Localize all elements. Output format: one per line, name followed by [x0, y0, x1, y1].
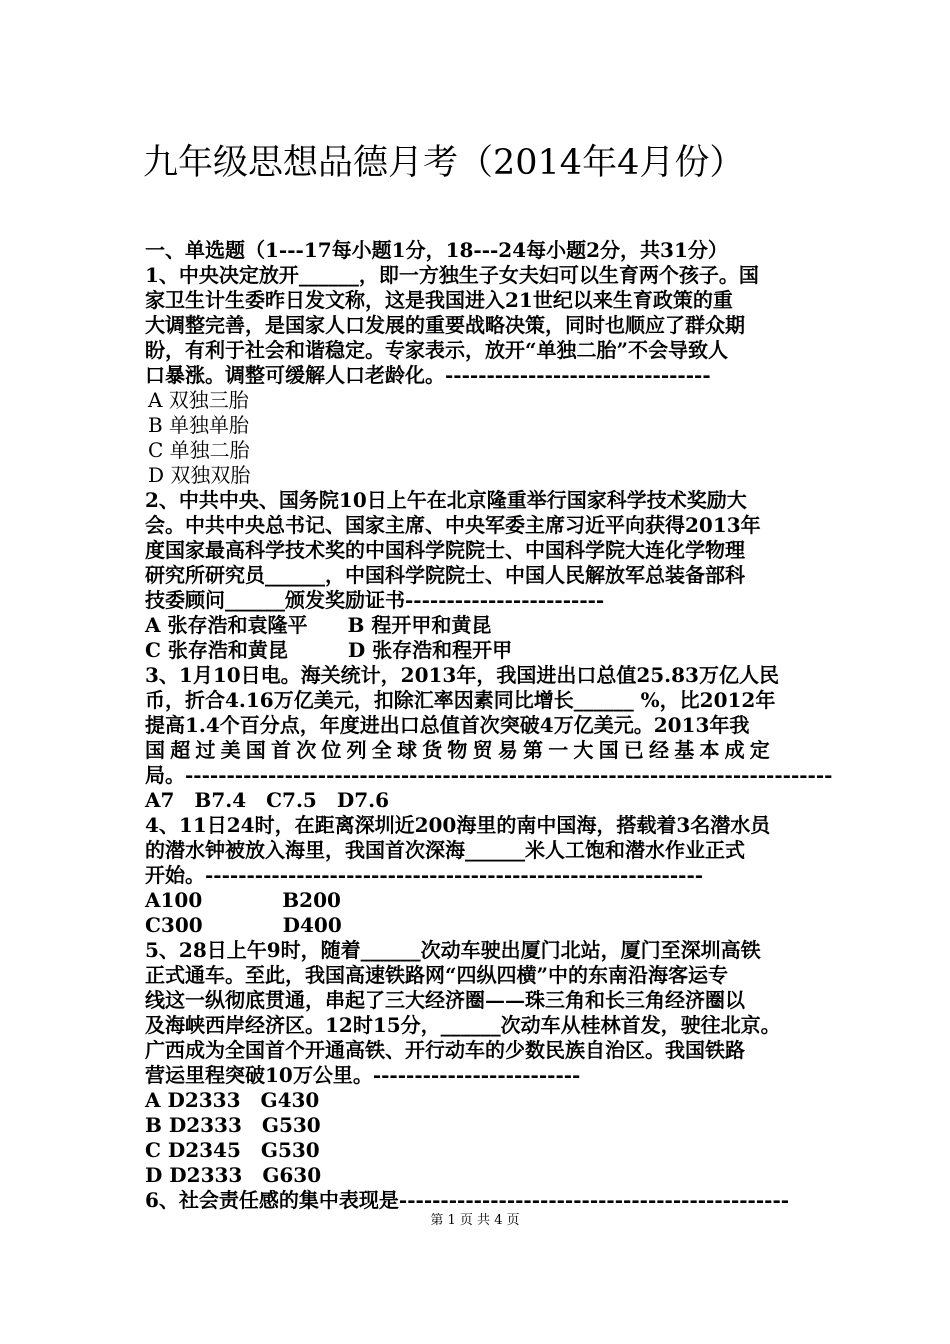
question-5-line: 营运里程突破10万公里。-------------------------	[145, 1063, 581, 1087]
question-5-line: 5、28日上午9时，随着______次动车驶出厦门北站，厦门至深圳高铁	[145, 938, 761, 962]
question-1-line: 口暴涨。调整可缓解人口老龄化。--------------------------------	[145, 363, 711, 387]
question-1-option-d: D 双独双胎	[148, 463, 251, 487]
question-3-line: 币，折合4.16万亿美元，扣除汇率因素同比增长______ %，比2012年	[145, 688, 776, 712]
question-5-line: 线这一纵彻底贯通，串起了三大经济圈——珠三角和长三角经济圈以	[145, 988, 745, 1012]
question-2-options-cd: C 张存浩和黄昆 D 张存浩和程开甲	[145, 638, 513, 662]
page-title: 九年级思想品德月考（2014年4月份）	[143, 143, 745, 183]
question-5-option-d: D D2333 G630	[145, 1163, 322, 1187]
question-1-line: 家卫生计生委昨日发文称，这是我国进入21世纪以来生育政策的重	[145, 288, 733, 312]
question-3-line: 提高1.4个百分点，年度进出口总值首次突破4万亿美元。2013年我	[145, 713, 750, 737]
question-1-option-a: A 双独三胎	[148, 388, 249, 412]
question-1-line: 1、中央决定放开______，即一方独生子女夫妇可以生育两个孩子。国	[145, 263, 759, 287]
question-5-option-a: A D2333 G430	[145, 1088, 320, 1112]
question-4-line: 的潜水钟被放入海里，我国首次深海______米人工饱和潜水作业正式	[145, 838, 745, 862]
question-3-line: 局。------------------------------------------------------------------------------	[145, 763, 833, 787]
question-4-line: 开始。------------------------------------------------------------	[145, 863, 704, 887]
question-5-line: 正式通车。至此，我国高速铁路网“四纵四横”中的东南沿海客运专	[145, 963, 729, 987]
question-3-options: A7 B7.4 C7.5 D7.6	[145, 788, 389, 812]
page-footer: 第 1 页 共 4 页	[430, 1213, 520, 1228]
question-1-option-c: C 单独二胎	[148, 438, 250, 462]
question-2-line: 度国家最高科学技术奖的中国科学院院士、中国科学院大连化学物理	[145, 538, 745, 562]
question-5-option-c: C D2345 G530	[145, 1138, 320, 1162]
question-3-line: 国超过美国首次位列全球货物贸易第一大国已经基本成定	[145, 738, 775, 762]
question-1-line: 盼，有利于社会和谐稳定。专家表示，放开“单独二胎”不会导致人	[145, 338, 729, 362]
question-2-line: 会。中共中央总书记、国家主席、中央军委主席习近平向获得2013年	[145, 513, 761, 537]
question-2-line: 2、中共中央、国务院10日上午在北京隆重举行国家科学技术奖励大	[145, 488, 747, 512]
question-5-line: 及海峡西岸经济区。12时15分，______次动车从桂林首发，驶往北京。	[145, 1013, 781, 1037]
question-2-line: 研究所研究员______，中国科学院院士、中国人民解放军总装备部科	[145, 563, 745, 587]
question-4-line: 4、11日24时，在距离深圳近200海里的南中国海，搭载着3名潜水员	[145, 813, 771, 837]
section-heading: 一、单选题（1---17每小题1分，18---24每小题2分，共31分）	[145, 238, 728, 262]
document-body	[145, 238, 833, 1213]
question-4-options-ab: A100 B200	[145, 888, 341, 912]
question-3-line: 3、1月10日电。海关统计，2013年，我国进出口总值25.83万亿人民	[145, 663, 779, 687]
question-6-line: 6、社会责任感的集中表现是-----------------------------------------------	[145, 1188, 790, 1212]
question-5-option-b: B D2333 G530	[145, 1113, 321, 1137]
question-1-line: 大调整完善，是国家人口发展的重要战略决策，同时也顺应了群众期	[145, 313, 745, 337]
question-5-line: 广西成为全国首个开通高铁、开行动车的少数民族自治区。我国铁路	[145, 1038, 745, 1062]
question-1-option-b: B 单独单胎	[148, 413, 250, 437]
question-2-options-ab: A 张存浩和袁隆平 B 程开甲和黄昆	[145, 613, 492, 637]
question-2-line: 技委顾问______颁发奖励证书------------------------	[145, 588, 605, 612]
question-4-options-cd: C300 D400	[145, 913, 342, 937]
